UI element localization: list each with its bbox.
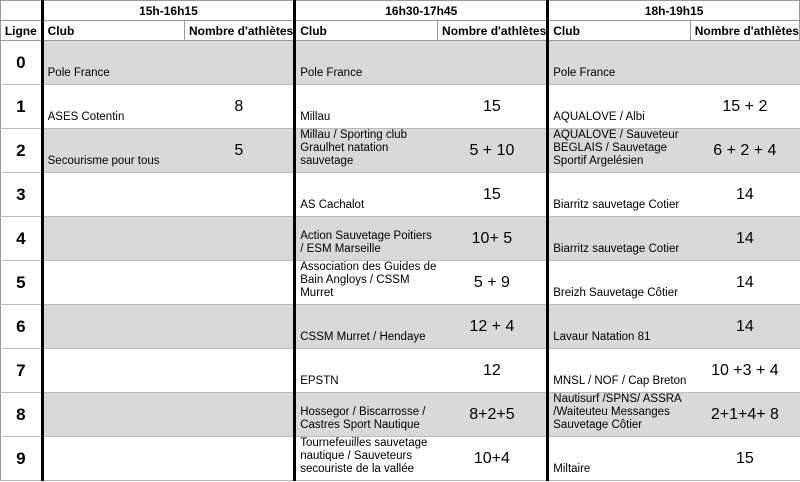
count-header: Nombre d'athlètes (690, 21, 799, 41)
athlete-count-cell (185, 217, 295, 261)
athlete-count-cell: 8+2+5 (438, 393, 548, 437)
club-cell (42, 261, 184, 305)
club-cell: AS Cachalot (295, 173, 438, 217)
slot-2-header: 16h30-17h45 (295, 1, 548, 21)
slot-header-row (1, 1, 800, 21)
club-cell: Miltaire (548, 437, 690, 481)
table-row (1, 41, 800, 85)
club-cell: Biarritz sauvetage Cotier (548, 173, 690, 217)
athlete-count-cell: 12 (438, 349, 548, 393)
club-cell (42, 393, 184, 437)
table-body (1, 41, 800, 481)
athlete-count-cell: 15 + 2 (690, 85, 799, 129)
ligne-number: 4 (1, 217, 43, 261)
athlete-count-cell: 8 (185, 85, 295, 129)
athlete-count-cell: 14 (690, 305, 799, 349)
club-cell (42, 217, 184, 261)
slot-3-header: 18h-19h15 (548, 1, 800, 21)
athlete-count-cell: 5 (185, 129, 295, 173)
column-header-row (1, 21, 800, 41)
club-cell: Biarritz sauvetage Cotier (548, 217, 690, 261)
club-cell: Association des Guides de Bain Angloys / CSSM Murret (295, 261, 438, 305)
club-cell (42, 349, 184, 393)
athlete-count-cell: 15 (438, 85, 548, 129)
corner-cell (1, 1, 43, 21)
table-row (1, 85, 800, 129)
club-cell: ASES Cotentin (42, 85, 184, 129)
athlete-count-cell: 15 (690, 437, 799, 481)
athlete-count-cell: 10+ 5 (438, 217, 548, 261)
table-row (1, 217, 800, 261)
table-row (1, 129, 800, 173)
club-cell: EPSTN (295, 349, 438, 393)
athlete-count-cell: 2+1+4+ 8 (690, 393, 799, 437)
club-cell: Tournefeuilles sauvetage nautique / Sauveteurs secouriste de la vallée (295, 437, 438, 481)
athlete-count-cell: 15 (438, 173, 548, 217)
athlete-count-cell (438, 41, 548, 85)
club-cell: Millau / Sporting club Graulhet natation sauvetage (295, 129, 438, 173)
ligne-number: 3 (1, 173, 43, 217)
table-row (1, 393, 800, 437)
table-row (1, 261, 800, 305)
club-cell (42, 305, 184, 349)
club-header: Club (295, 21, 438, 41)
club-cell: Nautisurf /SPNS/ ASSRA /Waiteuteu Messanges Sauvetage Côtier (548, 393, 690, 437)
table-row (1, 349, 800, 393)
club-cell: Lavaur Natation 81 (548, 305, 690, 349)
club-cell: Breizh Sauvetage Côtier (548, 261, 690, 305)
ligne-number: 0 (1, 41, 43, 85)
athlete-count-cell (185, 173, 295, 217)
club-cell (42, 173, 184, 217)
club-cell: Action Sauvetage Poitiers / ESM Marseille (295, 217, 438, 261)
club-header: Club (548, 21, 690, 41)
ligne-number: 6 (1, 305, 43, 349)
athlete-count-cell: 14 (690, 173, 799, 217)
ligne-number: 5 (1, 261, 43, 305)
athlete-count-cell (690, 41, 799, 85)
club-cell: AQUALOVE / Albi (548, 85, 690, 129)
athlete-count-cell: 10+4 (438, 437, 548, 481)
club-cell: AQUALOVE / Sauveteur BEGLAIS / Sauvetage Sportif Argelésien (548, 129, 690, 173)
table-row (1, 437, 800, 481)
club-header: Club (42, 21, 184, 41)
club-cell: Hossegor / Biscarrosse / Castres Sport Nautique (295, 393, 438, 437)
ligne-number: 7 (1, 349, 43, 393)
table-row (1, 173, 800, 217)
athlete-count-cell (185, 393, 295, 437)
club-cell: MNSL / NOF / Cap Breton (548, 349, 690, 393)
ligne-number: 8 (1, 393, 43, 437)
count-header: Nombre d'athlètes (185, 21, 295, 41)
count-header: Nombre d'athlètes (438, 21, 548, 41)
athlete-count-cell: 5 + 10 (438, 129, 548, 173)
club-cell: Millau (295, 85, 438, 129)
ligne-header: Ligne (1, 21, 43, 41)
club-cell: Pole France (42, 41, 184, 85)
club-cell: CSSM Murret / Hendaye (295, 305, 438, 349)
club-cell: Pole France (295, 41, 438, 85)
club-cell (42, 437, 184, 481)
athlete-count-cell (185, 305, 295, 349)
athlete-count-cell (185, 41, 295, 85)
athlete-count-cell: 12 + 4 (438, 305, 548, 349)
ligne-number: 9 (1, 437, 43, 481)
ligne-number: 2 (1, 129, 43, 173)
table-row (1, 305, 800, 349)
club-cell: Secourisme pour tous (42, 129, 184, 173)
athlete-count-cell: 6 + 2 + 4 (690, 129, 799, 173)
athlete-count-cell: 10 +3 + 4 (690, 349, 799, 393)
slot-1-header: 15h-16h15 (42, 1, 295, 21)
athlete-count-cell (185, 349, 295, 393)
athlete-count-cell: 14 (690, 217, 799, 261)
athlete-count-cell: 5 + 9 (438, 261, 548, 305)
athlete-count-cell: 14 (690, 261, 799, 305)
club-cell: Pole France (548, 41, 690, 85)
athlete-count-cell (185, 261, 295, 305)
ligne-number: 1 (1, 85, 43, 129)
athlete-count-cell (185, 437, 295, 481)
